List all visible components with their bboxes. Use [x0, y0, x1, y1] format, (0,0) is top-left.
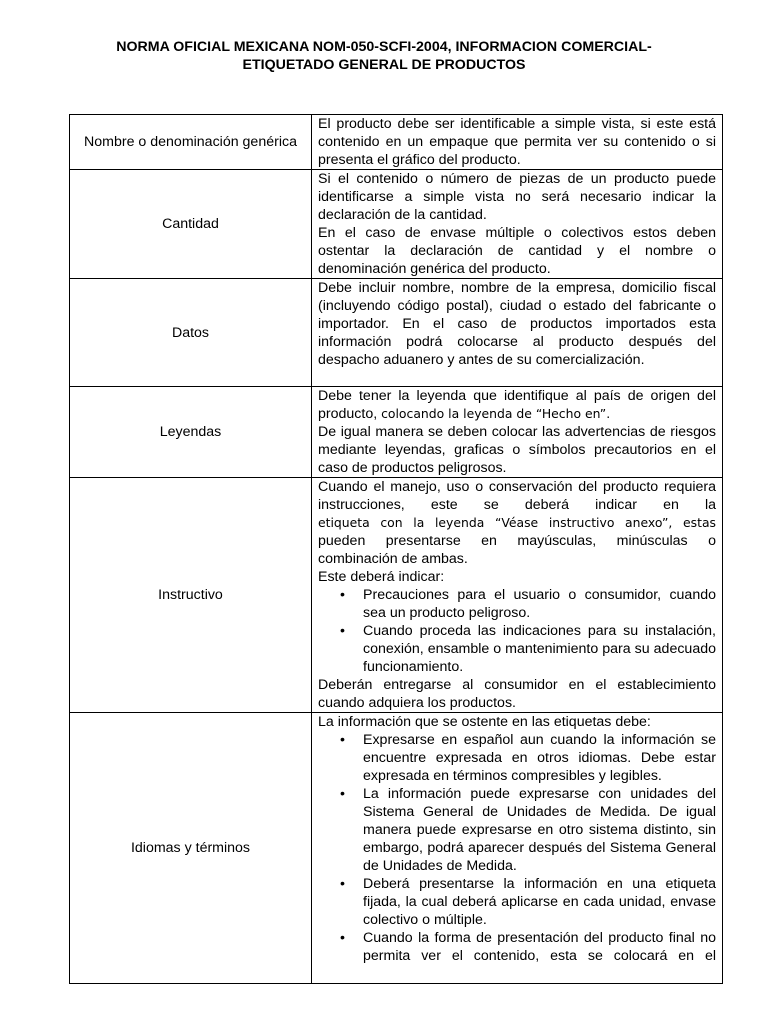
table-row: [70, 279, 723, 387]
table-row: [70, 170, 723, 279]
paragraph: Este deberá indicar:: [318, 569, 445, 585]
list-item: • Precauciones para el usuario o consumidor, cuando sea un producto peligroso.: [318, 586, 716, 622]
list-item: • La información puede expresarse con unidades del Sistema General de Unidades de Medida. De igual manera puede expresarse en otro sistema distinto, sin embargo, podrá aparecer después del Sistema General de Unidades de Medida.: [318, 785, 716, 875]
text-run: Debe tener la leyenda que identifique al país de origen del producto,: [318, 388, 716, 422]
text-run: colocando la leyenda de “Hecho en”.: [377, 406, 611, 421]
title-line-2: ETIQUETADO GENERAL DE PRODUCTOS: [242, 57, 526, 73]
list-item: • Cuando proceda las indicaciones para su instalación, conexión, ensamble o mantenimiento para su adecuado funcionamiento.: [318, 622, 716, 676]
table-row: [70, 713, 723, 984]
row-label: Instructivo: [70, 478, 312, 713]
row-label: Datos: [70, 279, 312, 387]
list-item: • Deberá presentarse la información en una etiqueta fijada, la cual deberá aplicarse en cada unidad, envase colectivo o múltiple.: [318, 875, 716, 929]
paragraph: La información que se ostente en las etiquetas debe:: [318, 714, 651, 730]
paragraph: Deberán entregarse al consumidor en el establecimiento cuando adquiera los productos.: [318, 677, 716, 711]
row-content: [312, 713, 723, 984]
labeling-requirements-table: [69, 114, 723, 984]
row-content: [312, 170, 723, 279]
row-content: [312, 115, 723, 170]
list-item: • Cuando la forma de presentación del producto final no permita ver el contenido, esta se colocará en el: [318, 929, 716, 947]
bullet-list: [318, 731, 716, 964]
paragraph: pueden presentarse en mayúsculas, minúsculas o combinación de ambas.: [318, 533, 716, 567]
row-label: Idiomas y términos: [70, 713, 312, 984]
row-label: Cantidad: [70, 170, 312, 279]
paragraph: Si el contenido o número de piezas de un producto puede identificarse a simple vista no será necesario indicar la declaración de la cantidad.: [318, 171, 716, 223]
paragraph: En el caso de envase múltiple o colectivos estos deben ostentar la declaración de cantidad y el nombre o denominación genérica del producto.: [318, 225, 716, 277]
title-line-1: NORMA OFICIAL MEXICANA NOM-050-SCFI-2004, INFORMACION COMERCIAL-: [116, 39, 652, 55]
document-title: [60, 38, 708, 74]
row-label: Leyendas: [70, 387, 312, 478]
row-content: [312, 279, 723, 387]
table-row: [70, 387, 723, 478]
paragraph: De igual manera se deben colocar las advertencias de riesgos mediante leyendas, graficas o símbolos precautorios en el caso de productos peligrosos.: [318, 424, 716, 476]
table-row: [70, 478, 723, 713]
bullet-list: [318, 586, 716, 676]
paragraph: Cuando el manejo, uso o conservación del producto requiera instrucciones, este se deberá indicar en la: [318, 479, 716, 513]
list-item: • Expresarse en español aun cuando la información se encuentre expresada en otros idiomas. Debe estar expresada en términos compresibles y legibles.: [318, 731, 716, 785]
row-content: [312, 387, 723, 478]
paragraph: El producto debe ser identificable a simple vista, si este está contenido en un empaque que permita ver su contenido o si presenta el gráfico del producto.: [318, 116, 716, 168]
row-content: [312, 478, 723, 713]
table-row: [70, 115, 723, 170]
row-label: Nombre o denominación genérica: [70, 115, 312, 170]
paragraph: etiqueta con la leyenda “Véase instructivo anexo”, estas: [318, 515, 716, 530]
paragraph: Debe incluir nombre, nombre de la empresa, domicilio fiscal (incluyendo código postal), ciudad o estado del fabricante o importador. En el caso de productos importados esta información podrá colocarse al producto después del despacho aduanero y antes de su comercialización.: [318, 280, 716, 368]
paragraph: [318, 387, 716, 423]
